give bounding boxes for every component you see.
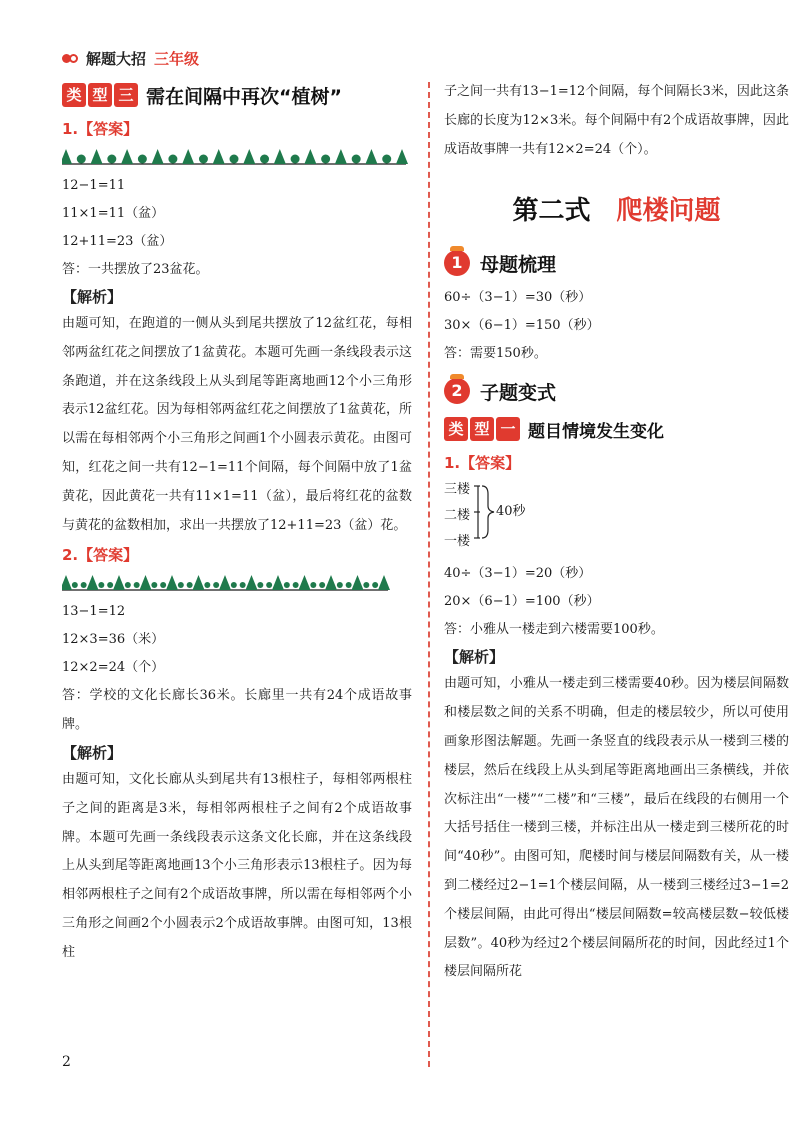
triangle-icon — [304, 149, 316, 164]
right-column — [444, 78, 789, 987]
triangle-icon — [352, 575, 364, 590]
circle-icon — [319, 582, 325, 588]
triangle-icon — [166, 575, 178, 590]
type-heading — [62, 78, 412, 112]
circle-icon — [77, 155, 86, 164]
brace-icon — [474, 478, 498, 554]
triangle-icon — [91, 149, 103, 164]
triangle-icon — [152, 149, 164, 164]
answer-line: 12×3=36（米） — [62, 632, 165, 648]
triangle-icon — [113, 575, 125, 590]
type-badge: 类 型 一 — [444, 417, 522, 441]
circle-icon — [240, 582, 246, 588]
section-heading — [444, 246, 789, 280]
circle-icon — [291, 155, 300, 164]
analysis-text: 由题可知，小雅从一楼走到三楼需要40秒。因为楼层间隔数和楼层数之间的关系不明确，但走的楼层较少，所以可使用画象形图法解题。先画一条竖直的线段表示从一楼到三楼的楼层，然后在线段上从头到尾等距离地画出三条横线，并依次标注出“一楼”“二楼”和“三楼”，最后在线段的右侧用一个大括号括住一楼到三楼，并标注出从一楼走到三楼所花的时间“40秒”。由图可知，爬楼时间与楼层间隔数有关，从一楼到二楼经过2−1=1个楼层间隔，从一楼到三楼经过3−1=2个楼层间隔，由此可得出“楼层间隔数=较高楼层数−较低楼层数”。40秒为经过2个楼层间隔所花的时间，因此经过1个楼层间隔所花 — [444, 676, 789, 980]
tree-diagram-1 — [62, 144, 412, 168]
circle-icon — [187, 582, 193, 588]
triangle-icon — [396, 149, 408, 164]
circle-icon — [372, 582, 378, 588]
circle-icon — [337, 582, 343, 588]
circle-icon — [107, 155, 116, 164]
circle-icon — [352, 155, 361, 164]
page-header — [62, 46, 199, 70]
type-title: 需在间隔中再次“植树” — [146, 85, 342, 108]
analysis-heading: 【解析】 — [62, 743, 123, 762]
circle-icon — [98, 582, 104, 588]
section-number-icon: 1 — [444, 250, 470, 276]
section-number-icon: 2 — [444, 378, 470, 404]
answer-heading: 1.【答案】 — [62, 120, 139, 138]
answer-line: 答：一共摆放了23盆花。 — [62, 262, 209, 277]
floor-label: 三楼 — [444, 482, 471, 498]
circle-icon — [107, 582, 113, 588]
answer-line: 答：需要150秒。 — [444, 346, 547, 362]
circle-icon — [138, 155, 147, 164]
circle-icon — [260, 155, 269, 164]
circle-icon — [321, 155, 330, 164]
answer-line: 20×（6−1）=100（秒） — [444, 594, 600, 610]
answer-heading: 1.【答案】 — [444, 454, 521, 473]
triangle-icon — [87, 575, 99, 590]
type-heading — [444, 412, 789, 446]
type-badge: 类 型 三 — [62, 83, 140, 107]
answer-line: 答：学校的文化长廊长36米。长廊里一共有24个成语故事牌。 — [62, 688, 412, 733]
answer-line: 12×2=24（个） — [62, 660, 165, 676]
floor-label: 一楼 — [444, 534, 471, 550]
circle-icon — [231, 582, 237, 588]
circle-icon — [363, 582, 369, 588]
triangle-icon — [219, 575, 231, 590]
circle-icon — [134, 582, 140, 588]
circle-icon — [72, 582, 78, 588]
analysis-heading: 【解析】 — [444, 648, 505, 667]
answer-line: 11×1=11（盆） — [62, 206, 165, 221]
section-title: 母题梳理 — [480, 253, 557, 276]
analysis-text: 由题可知，在跑道的一侧从头到尾共摆放了12盆红花，每相邻两盆红花之间摆放了1盆黄花。本题可先画一条线段表示这条跑道，并在这条线段上从头到尾等距离地画12个小三角形表示12盆红花。因为每相邻两盆红花之间摆放了1盆黄花，所以需在每相邻两个小三角形之间画1个小圆表示黄花。由图可知，红花之间一共有12−1=11个间隔，每个间隔中放了1盆黄花，因此黄花一共有11×1=11（盆），最后将红花的盆数与黄花的盆数相加，求出一共摆放了12+11=23（盆）花。 — [62, 316, 412, 533]
answer-line: 答：小雅从一楼走到六楼需要100秒。 — [444, 622, 664, 638]
circle-icon — [293, 582, 299, 588]
triangle-circle-strip — [62, 570, 390, 594]
circle-icon — [204, 582, 210, 588]
circle-icon — [199, 155, 208, 164]
circle-icon — [284, 582, 290, 588]
triangle-icon — [335, 149, 347, 164]
book-title: 解题大招 — [86, 49, 147, 68]
analysis-heading: 【解析】 — [62, 288, 123, 306]
column-divider — [428, 82, 430, 1067]
circle-icon — [178, 582, 184, 588]
triangle-icon — [213, 149, 225, 164]
answer-line: 40÷（3−1）=20（秒） — [444, 566, 592, 582]
section-title: 子题变式 — [480, 381, 557, 404]
circle-icon — [160, 582, 166, 588]
circle-icon — [266, 582, 272, 588]
triangle-icon — [272, 575, 284, 590]
answer-line: 12−1=11 — [62, 178, 126, 193]
triangle-icon — [243, 149, 255, 164]
circle-icon — [230, 155, 239, 164]
triangle-icon — [121, 149, 133, 164]
tree-diagram-2 — [62, 570, 412, 594]
type-title: 题目情境发生变化 — [528, 421, 664, 442]
triangle-icon — [140, 575, 152, 590]
analysis-text: 由题可知，文化长廊从头到尾共有13根柱子，每相邻两根柱子之间的距离是3米，每相邻两根柱子之间有2个成语故事牌。本题可先画一条线段表示这条文化长廊，并在这条线段上从头到尾等距离地画13个小三角形表示13根柱子。因为每相邻两根柱子之间有2个成语故事牌，所以需在每相邻两个小三角形之间画2个小圆表示2个成语故事牌。由图可知，13根柱 — [62, 771, 412, 960]
answer-line: 12+11=23（盆） — [62, 234, 173, 249]
page-number: 2 — [62, 1054, 71, 1070]
circle-icon — [213, 582, 219, 588]
triangle-icon — [62, 575, 72, 590]
triangle-icon — [62, 149, 72, 164]
circle-icon — [81, 582, 87, 588]
answer-line: 30×（6−1）=150（秒） — [444, 318, 600, 334]
time-label: 40秒 — [496, 504, 526, 520]
brand-logo-icon — [62, 51, 78, 65]
section-heading — [444, 374, 789, 408]
triangle-icon — [325, 575, 337, 590]
triangle-icon — [274, 149, 286, 164]
answer-line: 13−1=12 — [62, 604, 126, 620]
chapter-title: 第二式 爬楼问题 — [512, 196, 721, 227]
grade-label: 三年级 — [154, 49, 200, 68]
triangle-icon — [246, 575, 258, 590]
continued-text: 子之间一共有13−1=12个间隔，每个间隔长3米，因此这条长廊的长度为12×3米。每个间隔中有2个成语故事牌，因此成语故事牌一共有12×2=24（个）。 — [444, 84, 789, 157]
circle-icon — [151, 582, 157, 588]
answer-heading: 2.【答案】 — [62, 546, 139, 565]
left-column — [62, 78, 412, 968]
floor-diagram — [444, 478, 789, 554]
circle-icon — [382, 155, 391, 164]
circle-icon — [125, 582, 131, 588]
triangle-circle-strip — [62, 144, 408, 168]
circle-icon — [346, 582, 352, 588]
triangle-icon — [193, 575, 205, 590]
triangle-icon — [365, 149, 377, 164]
triangle-icon — [299, 575, 311, 590]
circle-icon — [310, 582, 316, 588]
circle-icon — [168, 155, 177, 164]
triangle-icon — [182, 149, 194, 164]
answer-line: 60÷（3−1）=30（秒） — [444, 290, 592, 306]
triangle-icon — [378, 575, 390, 590]
circle-icon — [257, 582, 263, 588]
floor-label: 二楼 — [444, 508, 471, 524]
